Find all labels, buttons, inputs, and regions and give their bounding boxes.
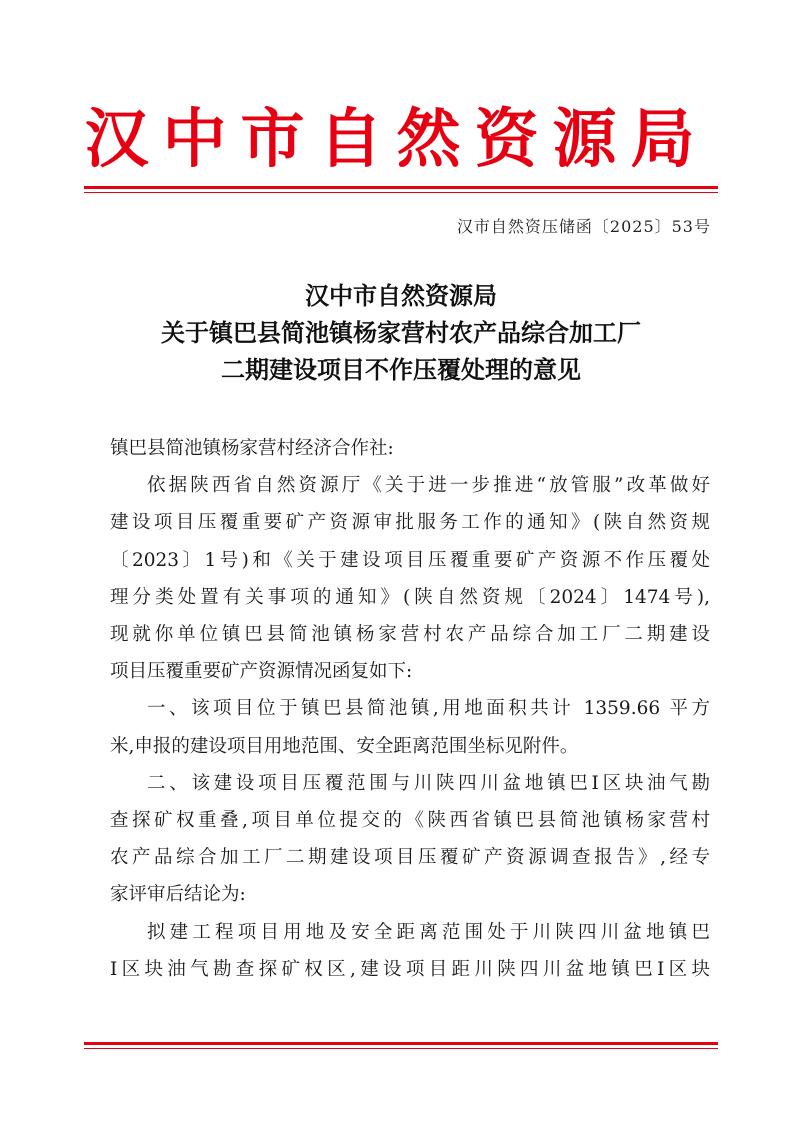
document-number: 汉市自然资压储函〔2025〕53号: [456, 217, 711, 236]
paragraph-line: 理分类处置有关事项的通知》(陕自然资规〔2024〕1474号),: [110, 586, 710, 608]
paragraph-line: 一、该项目位于镇巴县简池镇,用地面积共计 1359.66 平方: [147, 698, 710, 720]
paragraph-line: 现就你单位镇巴县简池镇杨家营村农产品综合加工厂二期建设: [110, 624, 710, 646]
header-red-rule: [84, 186, 718, 189]
paragraph-line: 查探矿权重叠,项目单位提交的《陕西省镇巴县简池镇杨家营村: [110, 810, 710, 832]
paragraph-line: 〔2023〕1号)和《关于建设项目压覆重要矿产资源不作压覆处: [110, 549, 710, 571]
document-title: [84, 278, 718, 389]
paragraph-line: 农产品综合加工厂二期建设项目压覆矿产资源调查报告》,经专: [110, 847, 710, 869]
footer-red-thin-rule: [84, 1048, 718, 1049]
paragraph-line: 建设项目压覆重要矿产资源审批服务工作的通知》(陕自然资规: [110, 512, 710, 534]
agency-masthead: 汉中市自然资源局: [84, 102, 709, 177]
salutation: 镇巴县简池镇杨家营村经济合作社:: [110, 438, 394, 459]
paragraph-1: [110, 467, 710, 690]
paragraph-line: 拟建工程项目用地及安全距离范围处于川陕四川盆地镇巴: [147, 921, 710, 943]
title-line-3: 二期建设项目不作压覆处理的意见: [221, 356, 581, 384]
paragraph-line: Ⅰ区块油气勘查探矿权区,建设项目距川陕四川盆地镇巴Ⅰ区块: [110, 958, 710, 980]
paragraph-line: 二、该建设项目压覆范围与川陕四川盆地镇巴Ⅰ区块油气勘: [147, 772, 710, 794]
paragraph-line: 家评审后结论为:: [110, 884, 246, 906]
paragraph-line: 依据陕西省自然资源厅《关于进一步推进“放管服”改革做好: [147, 475, 710, 497]
header-red-thin-rule: [84, 192, 718, 193]
document-body: [110, 430, 710, 988]
paragraph-line: 米,申报的建设项目用地范围、安全距离范围坐标见附件。: [110, 735, 579, 757]
paragraph-4: [110, 914, 710, 988]
title-line-1: 汉中市自然资源局: [305, 282, 497, 310]
paragraph-line: 项目压覆重要矿产资源情况函复如下:: [110, 661, 413, 683]
title-line-2: 关于镇巴县简池镇杨家营村农产品综合加工厂: [161, 319, 641, 347]
footer-red-rule: [84, 1042, 718, 1045]
paragraph-2: [110, 690, 710, 764]
paragraph-3: [110, 765, 710, 914]
